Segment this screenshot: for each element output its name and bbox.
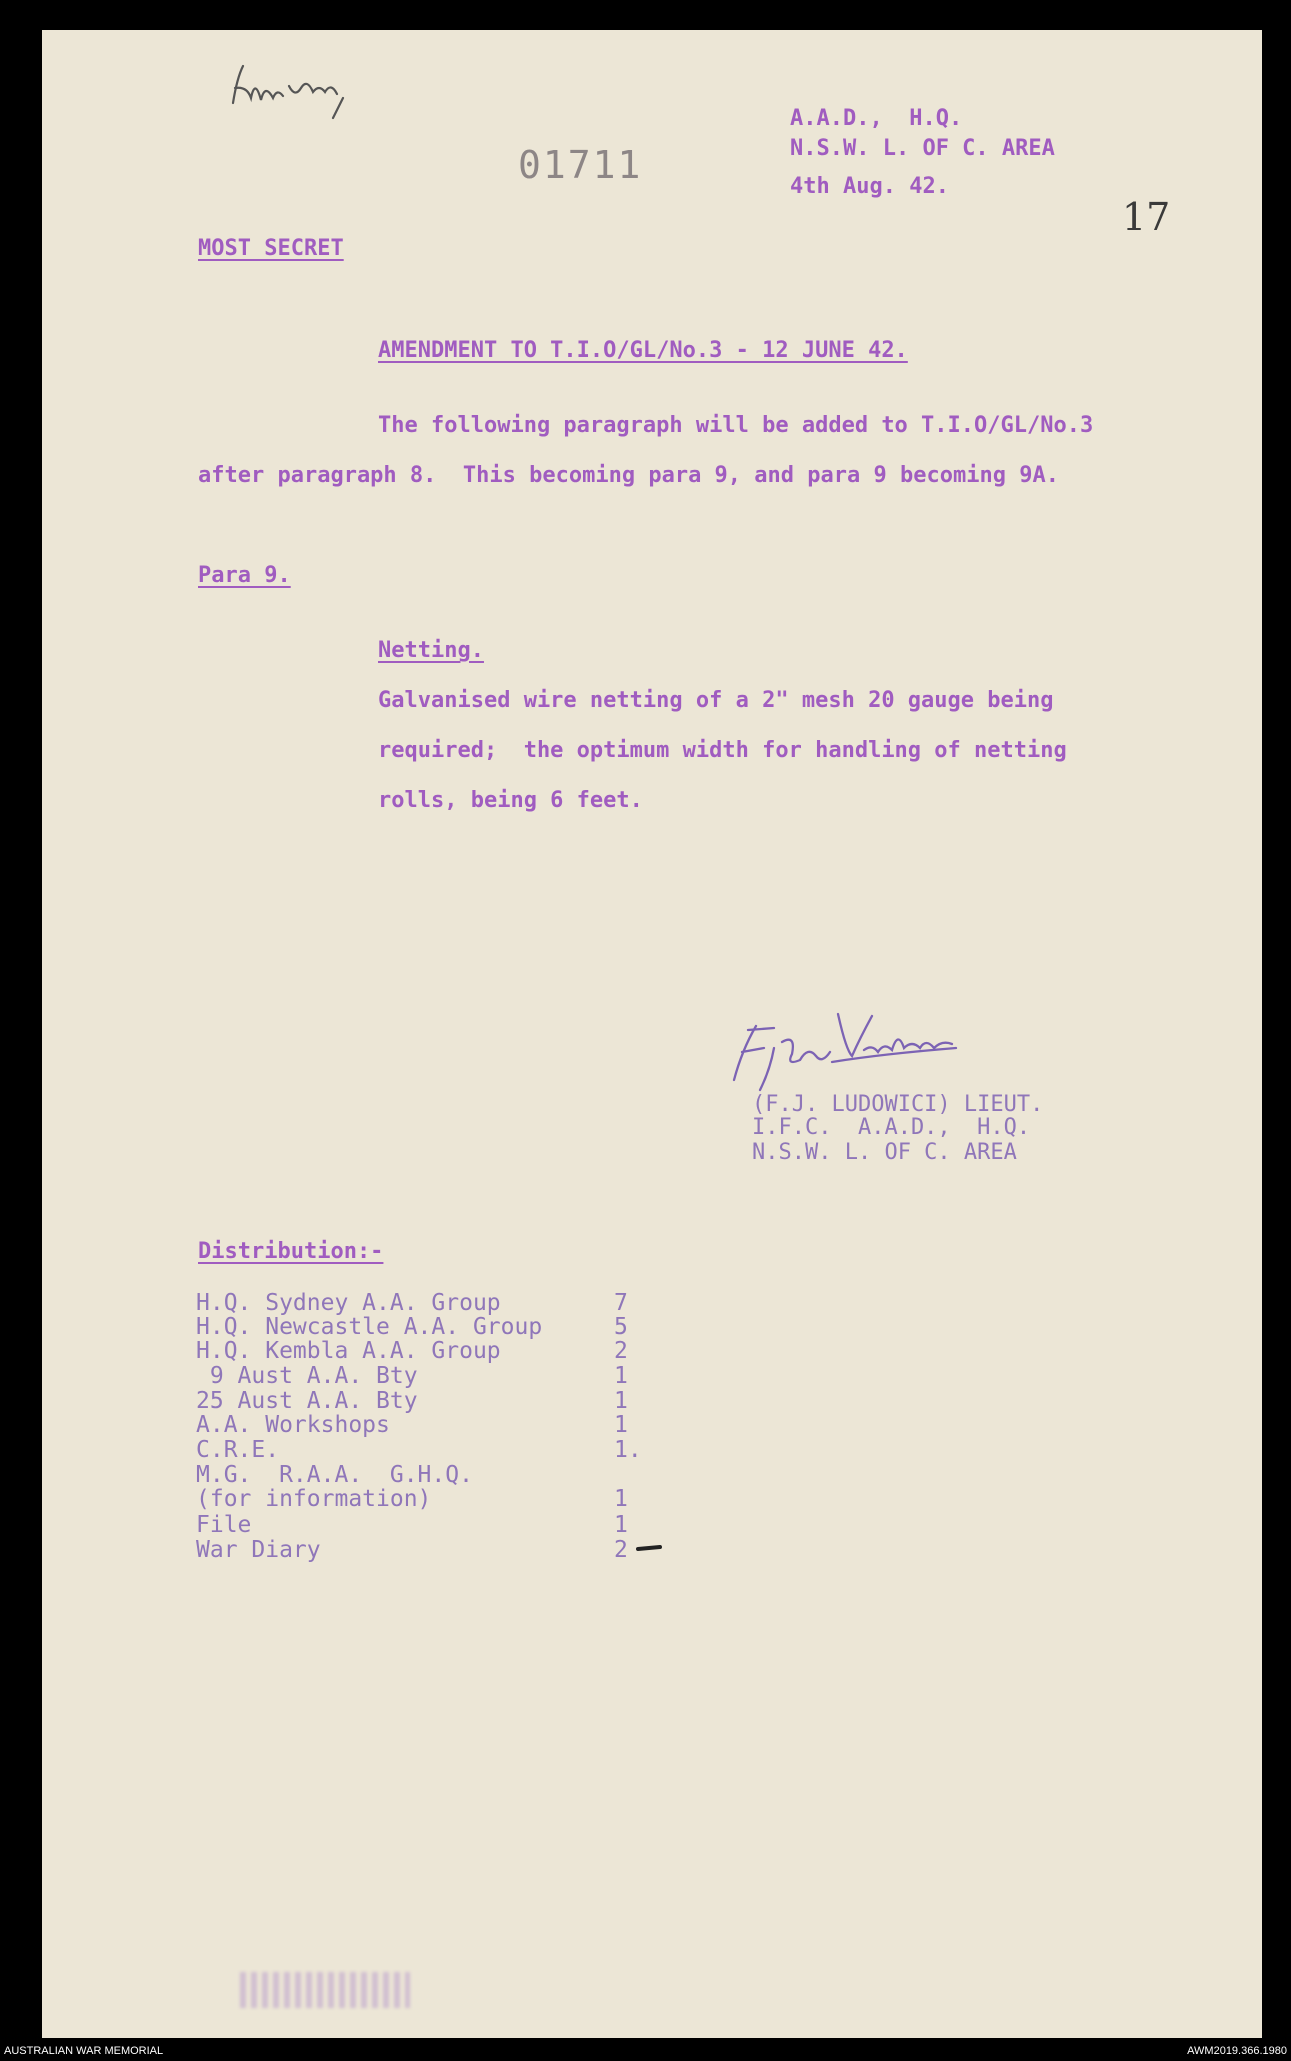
body-line-1: Galvanised wire netting of a 2" mesh 20 gauge being <box>378 688 1054 713</box>
intro-line-2: after paragraph 8. This becoming para 9, and para 9 becoming 9A. <box>198 463 1059 488</box>
distribution-qty: 2 <box>614 1537 628 1563</box>
signature <box>712 990 972 1100</box>
header-line-3: 4th Aug. 42. <box>790 174 949 199</box>
distribution-qty: 1 <box>614 1486 628 1512</box>
handwritten-note <box>225 58 365 128</box>
signature-block-line-1: (F.J. LUDOWICI) LIEUT. <box>752 1092 1044 1117</box>
body-line-3: rolls, being 6 feet. <box>378 788 643 813</box>
distribution-heading: Distribution:- <box>198 1239 384 1264</box>
header-line-2: N.S.W. L. OF C. AREA <box>790 136 1055 161</box>
distribution-qty: 1 <box>614 1412 628 1438</box>
para-heading: Para 9. <box>198 563 291 588</box>
netting-subheading: Netting. <box>378 638 484 663</box>
distribution-qty: 7 <box>614 1290 628 1316</box>
distribution-name: 9 Aust A.A. Bty <box>196 1363 418 1389</box>
header-line-1: A.A.D., H.Q. <box>790 106 963 131</box>
signature-block-line-2: I.F.C. A.A.D., H.Q. <box>752 1115 1031 1140</box>
signature-text: F.J. Ludowici <box>712 990 720 991</box>
distribution-name: File <box>196 1512 252 1538</box>
distribution-qty: 1 <box>614 1388 628 1414</box>
distribution-name: 25 Aust A.A. Bty <box>196 1388 418 1414</box>
document-page <box>42 30 1262 2038</box>
distribution-qty: 1 <box>614 1512 628 1538</box>
body-line-2: required; the optimum width for handling of netting <box>378 738 1067 763</box>
distribution-name: (for information) <box>196 1486 432 1512</box>
footer-left: AUSTRALIAN WAR MEMORIAL <box>4 2045 164 2057</box>
serial-number: 01711 <box>518 143 643 187</box>
classification-label: MOST SECRET <box>198 236 344 261</box>
distribution-name: M.G. R.A.A. G.H.Q. <box>196 1462 473 1488</box>
ink-bleed-mark <box>240 1972 410 2008</box>
folio-number: 17 <box>1122 195 1171 239</box>
distribution-name: H.Q. Newcastle A.A. Group <box>196 1314 543 1340</box>
distribution-qty: 5 <box>614 1314 628 1340</box>
distribution-name: War Diary <box>196 1537 321 1563</box>
handwritten-note-text: War Diary <box>225 58 231 59</box>
distribution-name: H.Q. Sydney A.A. Group <box>196 1290 501 1316</box>
distribution-qty: 1 <box>614 1363 628 1389</box>
distribution-qty: 2 <box>614 1338 628 1364</box>
signature-block-line-3: N.S.W. L. OF C. AREA <box>752 1140 1017 1165</box>
distribution-qty: 1. <box>614 1437 642 1463</box>
distribution-name: A.A. Workshops <box>196 1412 390 1438</box>
footer-right: AWM2019.366.1980 <box>1187 2045 1287 2057</box>
distribution-name: H.Q. Kembla A.A. Group <box>196 1338 501 1364</box>
distribution-name: C.R.E. <box>196 1437 280 1463</box>
subject-line: AMENDMENT TO T.I.O/GL/No.3 - 12 JUNE 42. <box>378 338 908 363</box>
intro-line-1: The following paragraph will be added to T.I.O/GL/No.3 <box>378 413 1094 438</box>
tick-mark <box>636 1543 666 1555</box>
